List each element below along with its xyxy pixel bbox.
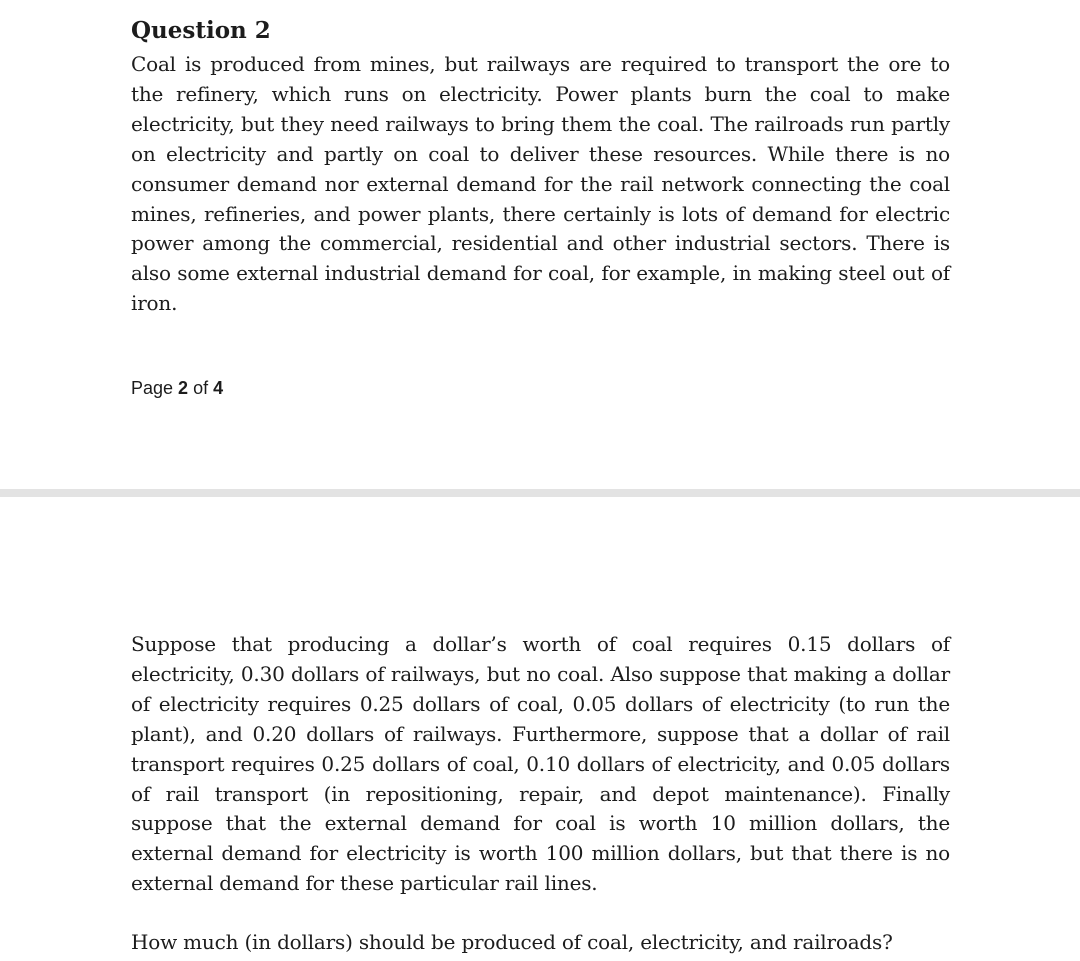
page-divider [0,489,1080,497]
question-prompt: How much (in dollars) should be produced of coal, electricity, and railroads? [131,930,893,954]
page-word: Page [131,378,179,398]
question-title: Question 2 [131,17,271,44]
current-page-number: 2 [178,378,189,398]
of-word: of [188,378,214,398]
problem-data-paragraph: Suppose that producing a dollar’s worth of coal requires 0.15 dollars of electricity, 0.30 dollars of railways, but no coal. Also suppose that making a dollar of electricity requires 0.25 dollars of coal, 0.05 dollars of electricity (to run the plant), and 0.20 dollars of railways. Furthermore, suppose that a dollar of rail transport requires 0.25 dollars of coal, 0.10 dollars of electricity, and 0.05 dollars of rail transport (in repositioning, repair, and depot maintenance). Finally suppose that the external demand for coal is worth 10 million dollars, the external demand for electricity is worth 100 million dollars, but that there is no external demand for these particular rail lines. [131,632,950,896]
document-page-2 [0,497,1080,961]
question-context-paragraph: Coal is produced from mines, but railways are required to transport the ore to the refinery, which runs on electricity. Power plants burn the coal to make electricity, but they need railways to bring them the coal. The railroads run partly on electricity and partly on coal to deliver these resources. While there is no consumer demand nor external demand for the rail network connecting the coal mines, refineries, and power plants, there certainly is lots of demand for electric power among the commercial, residential and other industrial sectors. There is also some external industrial demand for coal, for example, in making steel out of iron. [131,52,950,316]
total-pages-number: 4 [213,378,224,398]
page-number-footer [131,375,223,401]
